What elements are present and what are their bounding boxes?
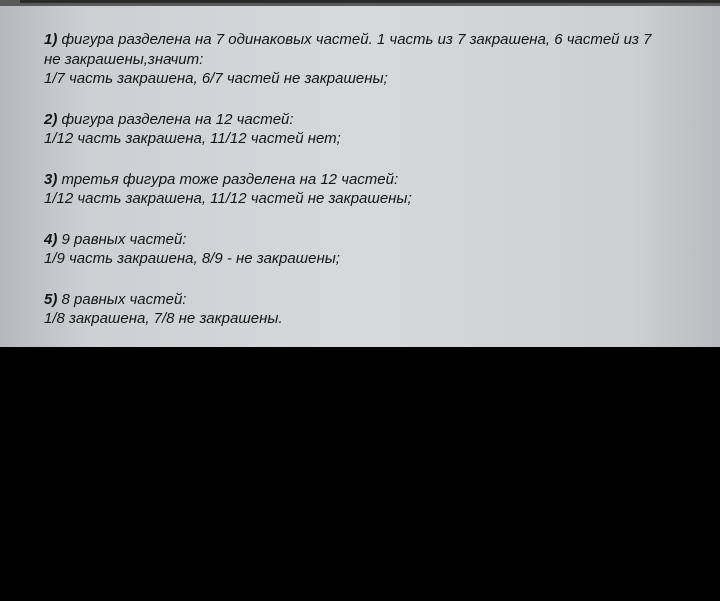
item-number: 3) xyxy=(44,170,58,188)
answer-line: 1/9 часть закрашена, 8/9 - не закрашены; xyxy=(44,250,340,267)
item-number: 4) xyxy=(44,230,58,248)
answer-line xyxy=(44,290,710,310)
answer-item-5 xyxy=(44,290,710,329)
text-panel xyxy=(0,6,720,347)
answer-line xyxy=(44,230,710,250)
answer-line: 1/12 часть закрашена, 11/12 частей не закрашены; xyxy=(44,190,412,207)
answer-item-3 xyxy=(44,170,710,209)
item-number: 1) xyxy=(44,31,58,48)
item-text: 8 равных частей: xyxy=(61,290,187,308)
top-edge-shadow xyxy=(20,0,720,3)
answer-line: не закрашены,значит: xyxy=(44,50,204,68)
item-text: 9 равных частей: xyxy=(61,230,187,248)
answer-line xyxy=(44,30,710,50)
answer-line xyxy=(44,110,710,130)
answer-line: 1/8 закрашена, 7/8 не закрашены. xyxy=(44,310,283,327)
item-text: третья фигура тоже разделена на 12 частей: xyxy=(61,170,399,188)
answer-line: 1/12 часть закрашена, 11/12 частей нет; xyxy=(44,130,341,147)
item-number: 5) xyxy=(44,290,58,308)
item-number: 2) xyxy=(44,110,58,128)
answer-item-1 xyxy=(44,30,710,89)
item-text: фигура разделена на 7 одинаковых частей. 1 часть из 7 закрашена, 6 частей из 7 xyxy=(61,31,652,48)
answer-line xyxy=(44,170,710,190)
answer-item-2 xyxy=(44,110,710,149)
answer-list xyxy=(44,30,710,329)
answer-line: 1/7 часть закрашена, 6/7 частей не закрашены; xyxy=(44,70,388,87)
answer-item-4 xyxy=(44,230,710,269)
black-area xyxy=(0,347,720,601)
item-text: фигура разделена на 12 частей: xyxy=(61,110,294,128)
